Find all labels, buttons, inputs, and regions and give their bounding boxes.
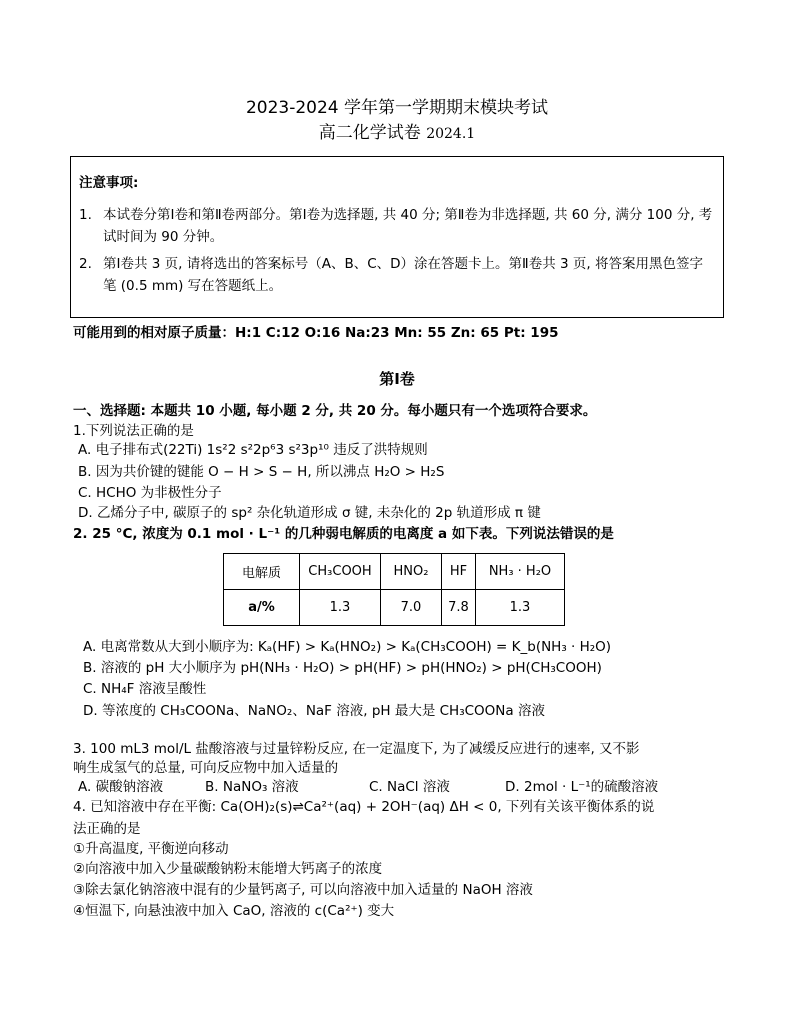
table-cell: 1.3	[300, 590, 381, 626]
notice-item-text: 本试卷分第Ⅰ卷和第Ⅱ卷两部分。第Ⅰ卷为选择题, 共 40 分; 第Ⅱ卷为非选择题, 共 60 分, 满分 100 分, 考试时间为 90 分钟。	[103, 207, 713, 245]
q3-stem-line1: 3. 100 mL3 mol/L 盐酸溶液与过量锌粉反应, 在一定温度下, 为了减缓反应进行的速率, 又不影	[73, 741, 640, 757]
exam-title: 2023-2024 学年第一学期期末模块考试	[245, 98, 549, 118]
q4-statement-3: ③除去氯化钠溶液中混有的少量钙离子, 可以向溶液中加入适量的 NaOH 溶液	[73, 882, 533, 898]
q4-statement-4: ④恒温下, 向悬浊液中加入 CaO, 溶液的 c(Ca²⁺) 变大	[73, 903, 395, 919]
q4-stem-line1: 4. 已知溶液中存在平衡: Ca(OH)₂(s)⇌Ca²⁺(aq) + 2OH⁻(aq) ΔH < 0, 下列有关该平衡体系的说	[73, 799, 655, 815]
q2-option-d: D. 等浓度的 CH₃COONa、NaNO₂、NaF 溶液, pH 最大是 CH₃COONa 溶液	[83, 703, 545, 719]
q2-option-c: C. NH₄F 溶液呈酸性	[83, 681, 207, 697]
table-cell: HNO₂	[381, 554, 442, 590]
ionization-table	[223, 553, 565, 626]
q3-option-a: A. 碳酸钠溶液	[78, 779, 164, 795]
q4-stem-line2: 法正确的是	[73, 821, 141, 837]
q4-statement-2: ②向溶液中加入少量碳酸钠粉末能增大钙离子的浓度	[73, 861, 383, 877]
notice-heading: 注意事项:	[79, 175, 139, 191]
q3-option-b: B. NaNO₃ 溶液	[205, 779, 299, 795]
notice-item-2	[79, 253, 715, 297]
q1-stem: 1.下列说法正确的是	[73, 423, 194, 439]
q2-option-a: A. 电离常数从大到小顺序为: Kₐ(HF) > Kₐ(HNO₂) > Kₐ(CH₃COOH) = K_b(NH₃ · H₂O)	[83, 639, 612, 655]
q1-option-b: B. 因为共价键的键能 O − H > S − H, 所以沸点 H₂O > H₂S	[78, 464, 445, 480]
exam-subtitle	[0, 118, 794, 143]
table-cell: HF	[442, 554, 476, 590]
table-cell: 电解质	[224, 554, 300, 590]
q3-stem-line2: 响生成氢气的总量, 可向反应物中加入适量的	[73, 760, 339, 776]
table-cell: NH₃ · H₂O	[476, 554, 565, 590]
notice-item-number: 1.	[79, 207, 92, 223]
exam-date: 2024.1	[426, 126, 476, 142]
notice-item-text: 第Ⅰ卷共 3 页, 请将选出的答案标号（A、B、C、D）涂在答题卡上。第Ⅱ卷共 3 页, 将答案用黑色签字笔 (0.5 mm) 写在答题纸上。	[103, 256, 703, 294]
q1-option-d: D. 乙烯分子中, 碳原子的 sp² 杂化轨道形成 σ 键, 未杂化的 2p 轨道形成 π 键	[78, 505, 541, 521]
notice-item-1	[79, 204, 715, 248]
q4-statement-1: ①升高温度, 平衡逆向移动	[73, 841, 229, 857]
q1-option-c: C. HCHO 为非极性分子	[78, 485, 222, 501]
q1-option-a: A. 电子排布式(22Ti) 1s²2 s²2p⁶3 s²3p¹⁰ 违反了洪特规则	[78, 442, 428, 458]
q3-option-c: C. NaCl 溶液	[369, 779, 450, 795]
table-row	[224, 590, 565, 626]
section-title: 第Ⅰ卷	[379, 370, 415, 388]
table-cell: CH₃COOH	[300, 554, 381, 590]
q2-stem: 2. 25 °C, 浓度为 0.1 mol · L⁻¹ 的几种弱电解质的电离度 a 如下表。下列说法错误的是	[73, 526, 614, 542]
atomic-masses: 可能用到的相对原子质量：H:1 C:12 O:16 Na:23 Mn: 55 Zn: 65 Pt: 195	[73, 325, 559, 341]
subtitle-text: 高二化学试卷	[318, 123, 421, 143]
q2-option-b: B. 溶液的 pH 大小顺序为 pH(NH₃ · H₂O) > pH(HF) > pH(HNO₂) > pH(CH₃COOH)	[83, 660, 602, 676]
q3-option-d: D. 2mol · L⁻¹的硫酸溶液	[505, 779, 659, 795]
notice-box	[70, 156, 724, 318]
table-header-row	[224, 554, 565, 590]
part1-instruction: 一、选择题: 本题共 10 小题, 每小题 2 分, 共 20 分。每小题只有一个选项符合要求。	[73, 403, 597, 419]
table-cell: a/%	[224, 590, 300, 626]
notice-item-number: 2.	[79, 256, 92, 272]
table-cell: 7.0	[381, 590, 442, 626]
table-cell: 1.3	[476, 590, 565, 626]
table-cell: 7.8	[442, 590, 476, 626]
